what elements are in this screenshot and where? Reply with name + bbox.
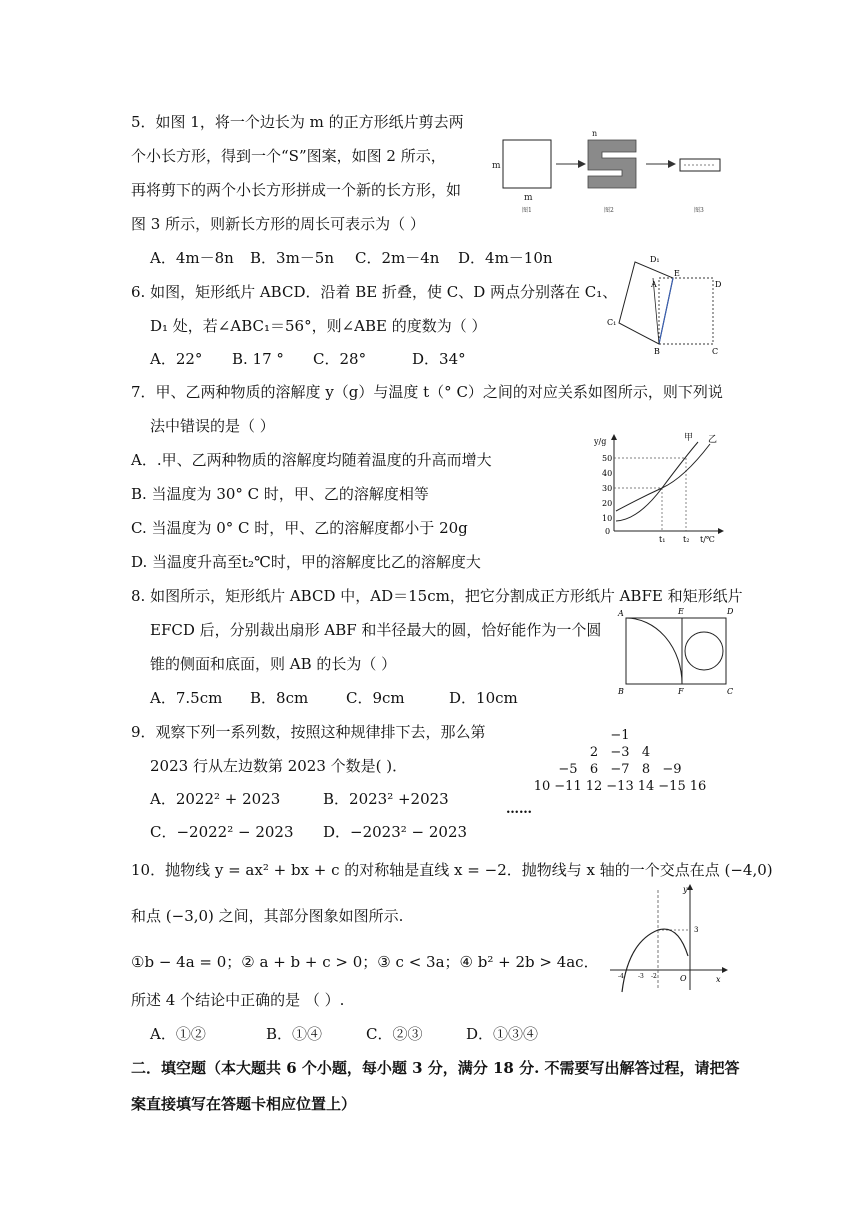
q10-option-b: B．①④: [266, 1025, 323, 1043]
q7-xtick-t2: t₂: [683, 535, 690, 544]
q8-label-f: F: [678, 687, 684, 696]
q7-xlabel: t/℃: [700, 535, 715, 544]
q5-label-m-side: m: [492, 161, 501, 171]
section2-heading-line-1: 二．填空题（本大题共 6 个小题，每小题 3 分，满分 18 分. 不需要写出解答过程，请把答: [131, 1059, 740, 1077]
q7-ylabel: y/g: [594, 437, 607, 446]
q9-option-b: B．2023² +2023: [323, 790, 449, 808]
q10-option-c: C．②③: [366, 1025, 423, 1043]
q10-option-a: A．①②: [150, 1025, 206, 1043]
q9-number-triangle: [496, 728, 736, 824]
q8-figure: [614, 604, 738, 696]
q5-figure: [488, 128, 728, 214]
q5-option-a: A．4m－8n: [150, 249, 234, 267]
q7-option-c: C. 当温度为 0° C 时，甲、乙的溶解度都小于 20g: [131, 519, 468, 537]
q5-option-b: B．3m－5n: [250, 249, 334, 267]
q7-option-b: B. 当温度为 30° C 时，甲、乙的溶解度相等: [131, 485, 429, 503]
q7-xtick-t1: t₁: [659, 535, 666, 544]
q6-label-c1: C₁: [607, 318, 617, 327]
q10-label-y: y: [683, 885, 688, 894]
triangle-number: 16: [689, 779, 707, 794]
q6-label-e: E: [674, 269, 680, 278]
q5-line-3: 再将剪下的两个小长方形拼成一个新的长方形，如: [131, 181, 462, 199]
q5-option-d: D．4m－10n: [458, 249, 553, 267]
q10-label-neg2: -2: [651, 973, 657, 980]
q6-option-c: C．28°: [313, 350, 367, 368]
q6-line-1: 6. 如图，矩形纸片 ABCD．沿着 BE 折叠，使 C、D 两点分别落在 C₁、: [131, 283, 618, 301]
q8-option-d: D．10cm: [449, 689, 518, 707]
triangle-number: 4: [641, 745, 651, 760]
triangle-number: −15: [658, 779, 686, 794]
q6-label-a: A: [651, 280, 657, 289]
triangle-number: 6: [589, 762, 599, 777]
q6-label-c: C: [712, 347, 719, 356]
q5-line-4: 图 3 所示，则新长方形的周长可表示为（ ）: [131, 215, 425, 233]
triangle-number: 2: [589, 745, 599, 760]
q7-origin: 0: [605, 527, 611, 536]
q7-ytick-40: 40: [602, 469, 613, 478]
triangle-number: −9: [662, 762, 682, 777]
q7-ytick-20: 20: [602, 499, 613, 508]
q10-figure: [606, 882, 730, 994]
q6-option-d: D．34°: [412, 350, 466, 368]
q7-series-yi: 乙: [708, 435, 718, 445]
q5-caption-2: 图2: [604, 207, 614, 214]
q8-label-e: E: [678, 607, 684, 616]
q8-line-3: 锥的侧面和底面，则 AB 的长为（ ）: [150, 655, 397, 673]
q10-label-neg3: -3: [638, 973, 644, 980]
triangle-number: −3: [610, 745, 630, 760]
q10-label-neg4: -4: [618, 973, 624, 980]
triangle-number: −13: [606, 779, 634, 794]
q6-label-d1: D₁: [650, 255, 660, 264]
q9-option-a: A．2022² + 2023: [150, 790, 281, 808]
q9-line-2: 2023 行从左边数第 2023 个数是( )．: [150, 757, 408, 775]
q10-label-o: O: [680, 974, 687, 983]
q8-option-b: B．8cm: [250, 689, 309, 707]
q5-label-n: n: [592, 129, 598, 138]
q6-figure: [604, 250, 724, 358]
triangle-number: 8: [641, 762, 651, 777]
q7-figure: [588, 428, 736, 548]
q5-label-m-bottom: m: [524, 193, 533, 203]
q8-line-2: EFCD 后，分别裁出扇形 ABF 和半径最大的圆，恰好能作为一个圆: [150, 621, 602, 639]
q10-label-3: 3: [694, 926, 699, 934]
q6-option-a: A．22°: [150, 350, 203, 368]
q7-ytick-30: 30: [602, 484, 613, 493]
q7-line-2: 法中错误的是（ ）: [150, 417, 275, 435]
q5-caption-3: 图3: [694, 207, 704, 214]
q8-label-a: A: [618, 609, 624, 618]
q9-option-c: C．−2022² − 2023: [150, 823, 294, 841]
q7-series-jia: 甲: [684, 433, 694, 443]
q6-label-b: B: [654, 347, 660, 356]
triangle-number: −11: [554, 779, 582, 794]
q10-label-x: x: [716, 975, 721, 984]
q9-line-1: 9．观察下列一系列数，按照这种规律排下去，那么第: [131, 723, 486, 741]
q5-caption-1: 图1: [522, 207, 532, 214]
q7-line-1: 7．甲、乙两种物质的溶解度 y（g）与温度 t（° C）之间的对应关系如图所示，则下列说: [131, 383, 723, 401]
triangle-number: 10: [533, 779, 551, 794]
q8-label-d: D: [727, 607, 734, 616]
q5-line-2: 个小长方形，得到一个“S”图案，如图 2 所示，: [131, 147, 446, 165]
q9-option-d: D．−2023² − 2023: [323, 823, 468, 841]
q10-line-1: 10．抛物线 y = ax² + bx + c 的对称轴是直线 x = −2．抛物线与 x 轴的一个交点在点 (−4,0): [131, 861, 773, 879]
q7-ytick-50: 50: [602, 454, 613, 463]
q5-option-c: C．2m－4n: [355, 249, 440, 267]
q5-line-1: 5．如图 1，将一个边长为 m 的正方形纸片剪去两: [131, 113, 464, 131]
q8-option-a: A．7.5cm: [150, 689, 223, 707]
q7-ytick-10: 10: [602, 514, 613, 523]
q8-label-b: B: [618, 687, 624, 696]
q10-option-d: D．①③④: [466, 1025, 539, 1043]
q10-line-4: 所述 4 个结论中正确的是 （ ）.: [131, 991, 345, 1009]
q6-line-2: D₁ 处，若∠ABC₁＝56°，则∠ABE 的度数为（ ）: [150, 317, 487, 335]
triangle-number: −5: [558, 762, 578, 777]
triangle-number: −7: [610, 762, 630, 777]
section2-heading-line-2: 案直接填写在答题卡相应位置上）: [131, 1095, 357, 1113]
triangle-number: −1: [610, 728, 630, 743]
q7-option-a: A．.甲、乙两种物质的溶解度均随着温度的升高而增大: [131, 451, 492, 469]
q9-ellipsis: ……: [506, 802, 532, 817]
triangle-number: 14: [637, 779, 655, 794]
q7-option-d: D. 当温度升高至t₂℃时，甲的溶解度比乙的溶解度大: [131, 553, 481, 571]
q8-line-1: 8. 如图所示，矩形纸片 ABCD 中，AD＝15cm，把它分割成正方形纸片 ABFE 和矩形纸片: [131, 587, 743, 605]
q10-line-3: ①b − 4a = 0；② a + b + c > 0；③ c < 3a；④ b² + 2b > 4ac．: [131, 953, 599, 971]
q6-label-d: D: [715, 280, 722, 289]
triangle-number: 12: [585, 779, 603, 794]
q8-option-c: C．9cm: [346, 689, 405, 707]
q6-option-b: B. 17 °: [232, 350, 284, 368]
q8-label-c: C: [727, 687, 734, 696]
q10-line-2: 和点 (−3,0) 之间，其部分图象如图所示.: [131, 907, 404, 925]
